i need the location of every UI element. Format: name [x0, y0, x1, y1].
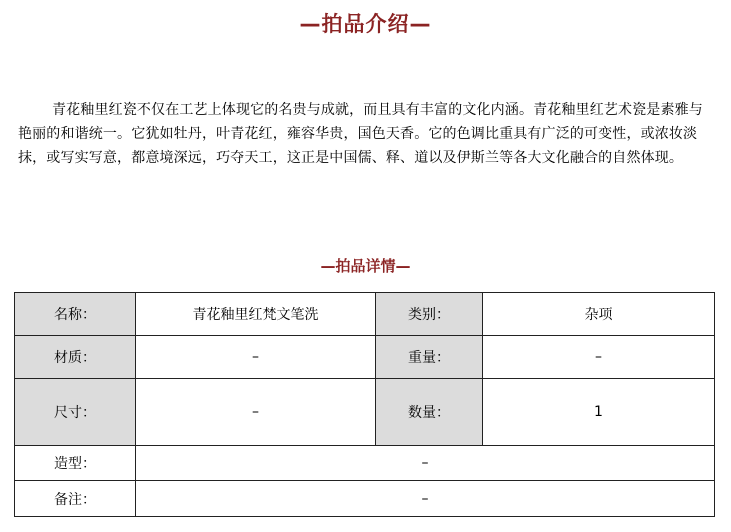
name-value: 青花釉里红梵文笔洗	[136, 293, 376, 336]
shape-label: 造型：	[15, 446, 136, 481]
remark-label: 备注：	[15, 481, 136, 517]
lot-details-title: —拍品详情—	[320, 257, 411, 275]
table-row	[15, 481, 715, 517]
remark-value: –	[136, 481, 715, 517]
weight-label: 重量：	[376, 336, 483, 379]
category-label: 类别：	[376, 293, 483, 336]
table-row	[15, 336, 715, 379]
material-value: –	[136, 336, 376, 379]
weight-value: –	[483, 336, 715, 379]
category-value: 杂项	[483, 293, 715, 336]
size-value: –	[136, 379, 376, 446]
name-label: 名称：	[15, 293, 136, 336]
quantity-value: 1	[483, 379, 715, 446]
lot-details-table	[14, 292, 715, 517]
table-row	[15, 293, 715, 336]
lot-intro-title: —拍品介绍—	[299, 12, 432, 36]
shape-value: –	[136, 446, 715, 481]
size-label: 尺寸：	[15, 379, 136, 446]
material-label: 材质：	[15, 336, 136, 379]
lot-intro-text: 青花釉里红瓷不仅在工艺上体现它的名贵与成就，而且具有丰富的文化内涵。青花釉里红艺术瓷是素雅与艳丽的和谐统一。它犹如牡丹，叶青花红，雍容华贵，国色天香。它的色调比重具有广泛的可变性，或浓妆淡抹，或写实写意，都意境深远，巧夺天工，这正是中国儒、释、道以及伊斯兰等各大文化融合的自然体现。	[18, 102, 703, 166]
table-row	[15, 446, 715, 481]
quantity-label: 数量：	[376, 379, 483, 446]
table-row	[15, 379, 715, 446]
